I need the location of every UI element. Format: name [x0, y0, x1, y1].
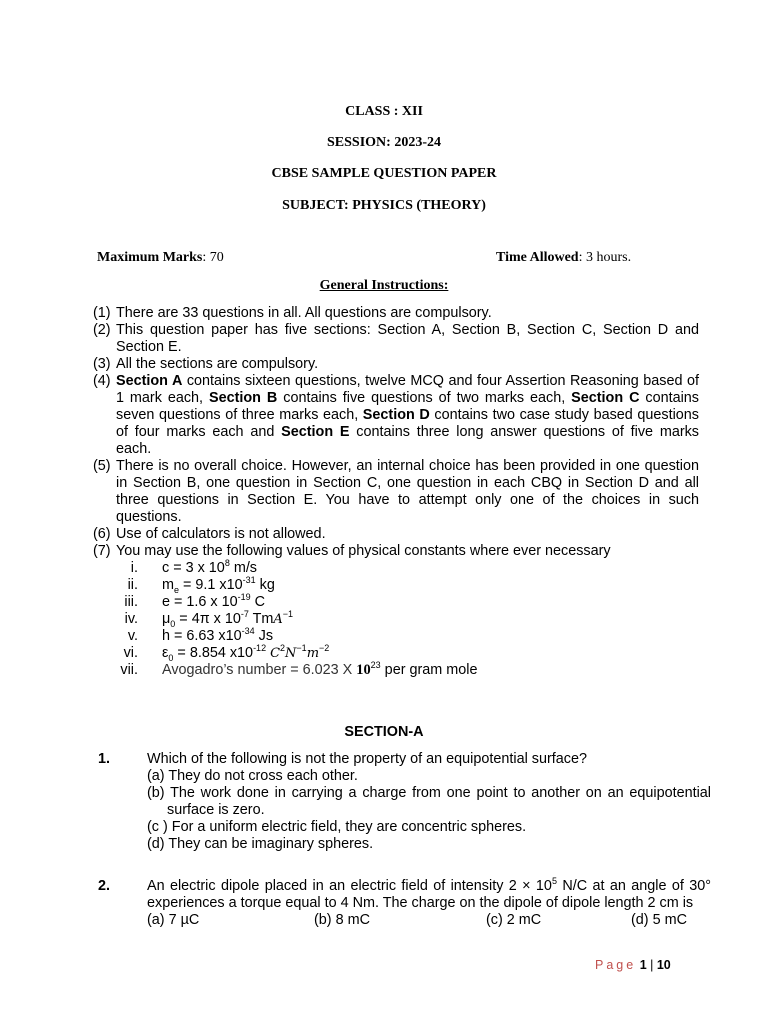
constant-item: iv. $\mu_0 = 4\pi$ x $10^{-7}$ TmA$^{-1}$ — [124, 609, 294, 629]
instructions-list — [93, 305, 699, 679]
time-allowed: Time Allowed: 3 hours. — [496, 250, 632, 265]
question-text: Which of the following is not the property of an equipotential surface? — [147, 751, 587, 767]
page-number: 1 — [639, 958, 647, 972]
instruction-item: (3) All the sections are compulsory. — [93, 356, 319, 372]
option-d: (d) They can be imaginary spheres. — [147, 836, 374, 852]
instruction-item: (7) You may use the following values of physical constants where ever necessary — [93, 543, 611, 559]
option-d: (d) 5 mC — [631, 912, 687, 928]
question-number: 2. — [98, 878, 111, 894]
section-a-title: SECTION-A — [344, 724, 424, 740]
subject-heading: SUBJECT: PHYSICS (THEORY) — [282, 198, 486, 213]
paper-heading: CBSE SAMPLE QUESTION PAPER — [271, 166, 497, 181]
constant-item: ii. $m_e = 9.1$ $x10^{-31}$ kg — [127, 575, 275, 595]
instruction-item: (4) Section A contains sixteen questions, twelve MCQ and four Assertion Reasoning based of 1 mark each, Section B contains five questions of two marks each, Section C contains seven questions of three marks each, Section D contains two case study based questions of four marks each and Section E contains three long answer questions of five marks each. — [93, 373, 700, 457]
option-b: (b) The work done in carrying a charge from one point to another on an equipotential surface is zero. — [147, 785, 711, 818]
question-text: An electric dipole placed in an electric field of intensity $2 \times 10^5$ N/C at an angle of 30° experiences a torque equal to 4 Nm. The charge on the dipole of dipole length 2 cm is — [147, 876, 711, 911]
option-b: (b) 8 mC — [314, 912, 370, 928]
page-separator: | — [650, 958, 654, 972]
question-2 — [98, 878, 711, 929]
question-1 — [98, 751, 711, 853]
option-a: (a) 7 µC — [147, 912, 200, 928]
option-c: (c ) For a uniform electric field, they are concentric spheres. — [147, 819, 527, 835]
instruction-item: (5) There is no overall choice. However, an internal choice has been provided in one question in Section B, one question in Section C, one question in each CBQ in Section D and all three questions in Section E. You have to attempt only one of the choices in such questions. — [93, 458, 699, 525]
instruction-item: (1) There are 33 questions in all. All questions are compulsory. — [93, 305, 492, 321]
instruction-item: (6) Use of calculators is not allowed. — [93, 526, 326, 542]
constant-item: vii. Avogadro’s number = 6.023 X $10^{23}$ per gram mole — [120, 660, 478, 678]
page-label: Page — [595, 958, 637, 972]
option-a: (a) They do not cross each other. — [147, 768, 358, 784]
constants-list — [93, 560, 699, 679]
marks-time-row — [97, 250, 657, 266]
general-instructions-title: General Instructions: — [319, 278, 449, 293]
max-marks: Maximum Marks: 70 — [97, 250, 224, 265]
question-number: 1. — [98, 751, 111, 767]
constant-item: vi. $\varepsilon_0 = 8.854$ $x10^{-12}$ $C^2N^{-1}m^{-2}$ — [123, 643, 330, 663]
instruction-item: (2) This question paper has five sections: Section A, Section B, Section C, Section D and Section E. — [93, 322, 699, 355]
constant-item: iii. e = 1.6 x $10^{-19}$ C — [124, 592, 266, 610]
session-heading: SESSION: 2023-24 — [327, 135, 441, 150]
page-footer — [595, 958, 671, 972]
class-heading: CLASS : XII — [345, 104, 423, 119]
constant-item: i. c = 3 x $10^8$ m/s — [130, 558, 258, 576]
constant-item: v. h = 6.63 $x10^{-34}$ Js — [127, 626, 274, 644]
options-row — [147, 912, 711, 929]
option-c: (c) 2 mC — [486, 912, 542, 928]
page-total: 10 — [656, 958, 671, 972]
